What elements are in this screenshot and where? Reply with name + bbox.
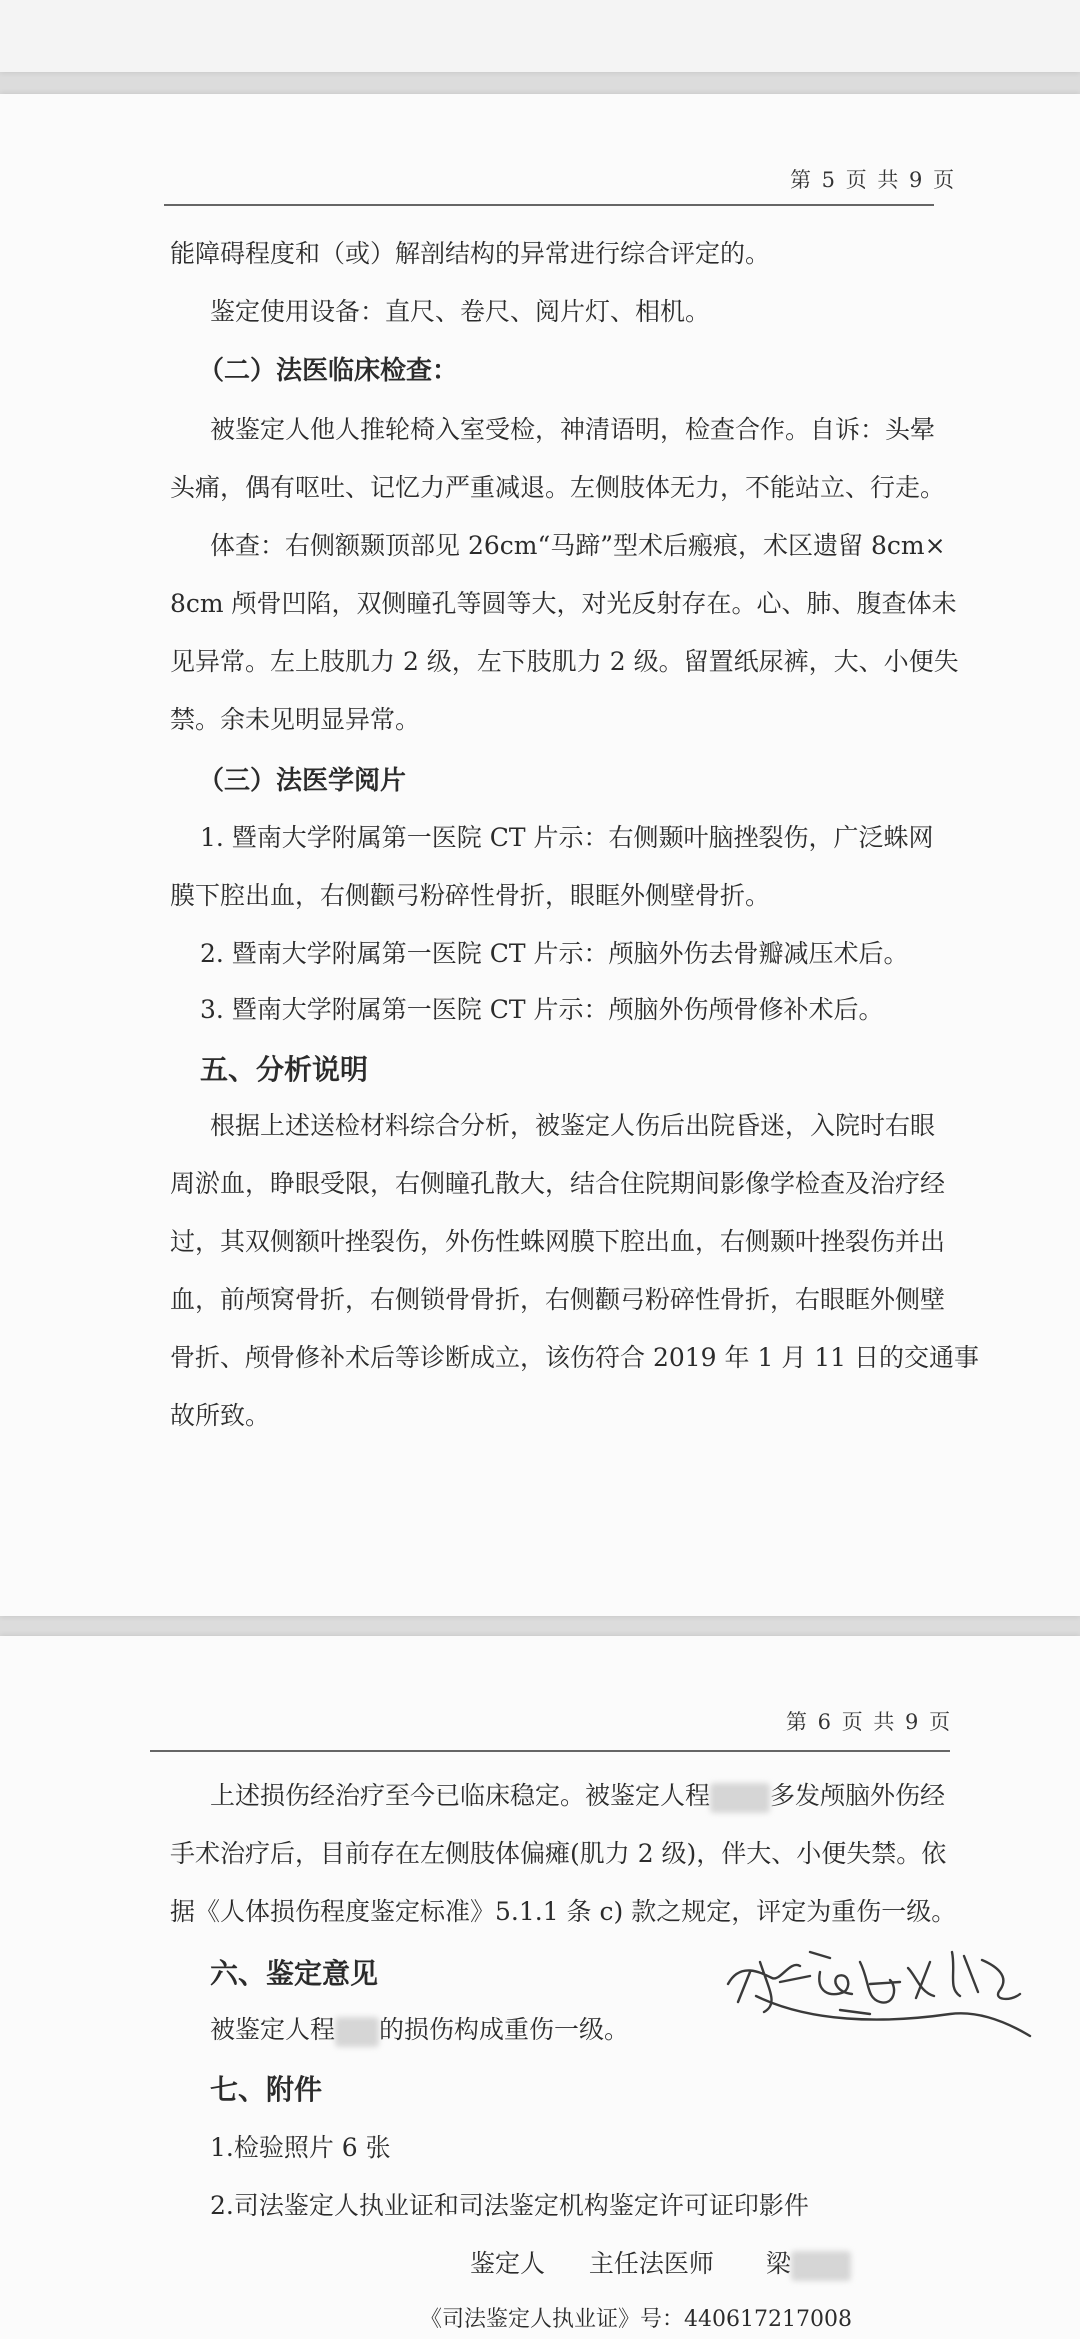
examiner-label: 鉴定人 <box>470 2249 546 2278</box>
text-line: 血，前颅窝骨折，右侧锁骨骨折，右侧颧弓粉碎性骨折，右眼眶外侧壁 <box>170 1285 946 1314</box>
section-heading: 五、分析说明 <box>200 1053 369 1086</box>
section-heading: 六、鉴定意见 <box>210 1957 379 1990</box>
text-line: 被鉴定人他人推轮椅入室受检，神清语明，检查合作。自诉：头晕 <box>210 415 936 444</box>
text-line: 1.检验照片 6 张 <box>210 2133 391 2162</box>
header-rule <box>164 204 934 206</box>
certificate-number: 《司法鉴定人执业证》号：440617217008 <box>420 2307 852 2332</box>
text-line: 能障碍程度和（或）解剖结构的异常进行综合评定的。 <box>170 239 771 268</box>
redacted-name <box>335 2017 379 2047</box>
text-line: 骨折、颅骨修补术后等诊断成立，该伤符合 2019 年 1 月 11 日的交通事 <box>170 1343 980 1372</box>
section-heading: （二）法医临床检查： <box>198 356 459 386</box>
redacted-name <box>791 2251 851 2281</box>
text-segment: 上述损伤经治疗至今已临床稳定。被鉴定人程 <box>210 1781 711 1810</box>
text-line: 3. 暨南大学附属第一医院 CT 片示：颅脑外伤颅骨修补术后。 <box>200 995 884 1024</box>
text-segment: 多发颅脑外伤经 <box>770 1781 946 1810</box>
text-line: 根据上述送检材料综合分析，被鉴定人伤后出院昏迷，入院时右眼 <box>210 1111 936 1140</box>
document-page-6 <box>0 1636 1080 2339</box>
text-line: 禁。余未见明显异常。 <box>170 705 421 734</box>
redacted-name <box>710 1783 770 1813</box>
page-number-header: 第 6 页 共 9 页 <box>786 1710 953 1734</box>
text-line: 故所致。 <box>170 1401 271 1430</box>
text-line: 膜下腔出血，右侧颧弓粉碎性骨折，眼眶外侧壁骨折。 <box>170 881 771 910</box>
page-number-header: 第 5 页 共 9 页 <box>790 168 957 192</box>
examiner-title: 主任法医师 <box>588 2249 714 2278</box>
text-line: 1. 暨南大学附属第一医院 CT 片示：右侧颞叶脑挫裂伤，广泛蛛网 <box>200 823 934 852</box>
document-page-5 <box>0 94 1080 1616</box>
text-line: 鉴定使用设备：直尺、卷尺、阅片灯、相机。 <box>210 297 711 326</box>
text-line: 据《人体损伤程度鉴定标准》5.1.1 条 c) 款之规定，评定为重伤一级。 <box>170 1897 957 1926</box>
text-line: 周淤血，睁眼受限，右侧瞳孔散大，结合住院期间影像学检查及治疗经 <box>170 1169 946 1198</box>
section-heading: 七、附件 <box>210 2073 323 2106</box>
text-line: 头痛，偶有呕吐、记忆力严重减退。左侧肢体无力，不能站立、行走。 <box>170 473 946 502</box>
text-segment: 的损伤构成重伤一级。 <box>379 2015 630 2044</box>
text-line <box>210 1776 945 1813</box>
signature-line <box>470 2244 851 2281</box>
text-segment: 被鉴定人程 <box>210 2015 336 2044</box>
text-line: 手术治疗后，目前存在左侧肢体偏瘫(肌力 2 级)，伴大、小便失禁。依 <box>170 1839 947 1868</box>
header-rule <box>150 1750 950 1752</box>
handwritten-signature <box>720 1932 1050 2052</box>
previous-page-edge <box>0 0 1080 72</box>
examiner-name: 梁 <box>765 2249 791 2278</box>
text-line <box>210 2010 629 2047</box>
text-line: 2.司法鉴定人执业证和司法鉴定机构鉴定许可证印影件 <box>210 2191 809 2220</box>
section-heading: （三）法医学阅片 <box>198 766 407 796</box>
text-line: 8cm 颅骨凹陷，双侧瞳孔等圆等大，对光反射存在。心、肺、腹查体未 <box>170 589 957 618</box>
text-line: 见异常。左上肢肌力 2 级，左下肢肌力 2 级。留置纸尿裤，大、小便失 <box>170 647 959 676</box>
text-line: 体查：右侧额颞顶部见 26cm“马蹄”型术后瘢痕，术区遗留 8cm× <box>210 531 946 560</box>
text-line: 过，其双侧额叶挫裂伤，外伤性蛛网膜下腔出血，右侧颞叶挫裂伤并出 <box>170 1227 946 1256</box>
text-line: 2. 暨南大学附属第一医院 CT 片示：颅脑外伤去骨瓣减压术后。 <box>200 939 909 968</box>
